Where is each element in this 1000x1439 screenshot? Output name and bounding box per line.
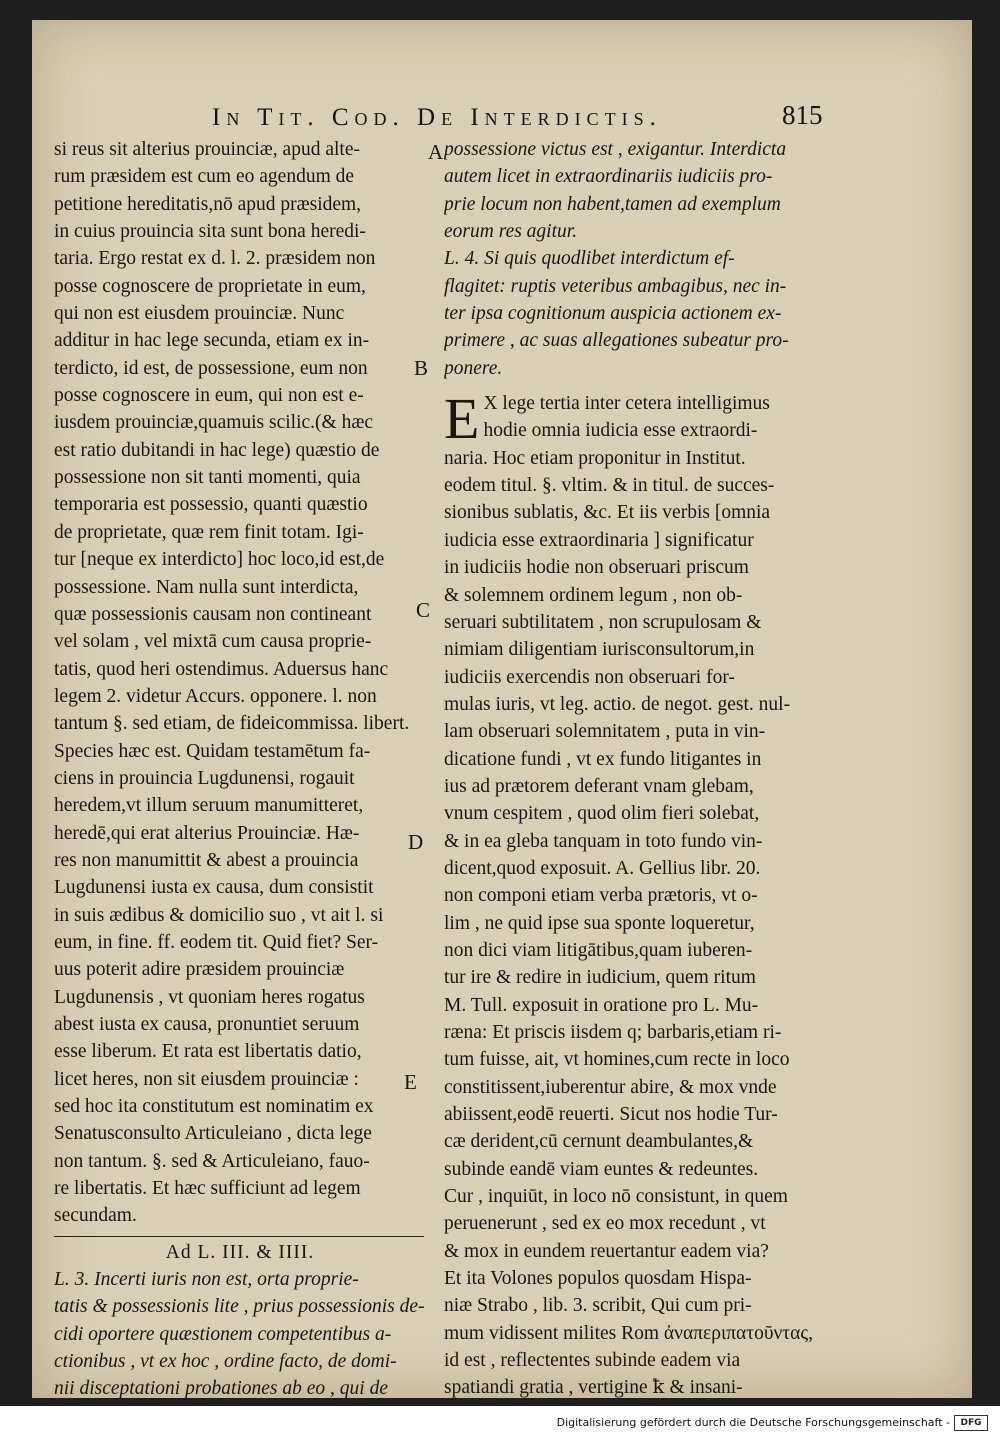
text-line: terdicto, id est, de possessione, eum non: [54, 357, 368, 379]
text-line: secundam.: [54, 1205, 137, 1227]
text-line: additur in hac lege secunda, etiam ex in-: [54, 330, 370, 352]
text-line: vel solam , vel mixtā cum causa proprie-: [54, 631, 372, 653]
text-line: Lugdunensis , vt quoniam heres rogatus: [54, 986, 365, 1008]
book-page: [32, 20, 972, 1398]
text-line: dicent,quod exposuit. A. Gellius libr. 20.: [444, 857, 761, 879]
text-line: eum, in fine. ff. eodem tit. Quid fiet? Ser-: [54, 931, 379, 953]
text-line: re libertatis. Et hæc sufficiunt ad legem: [54, 1178, 361, 1200]
section-rule: [54, 1236, 424, 1237]
text-line: prie locum non habent,tamen ad exemplum: [444, 193, 781, 215]
text-line: mulas iuris, vt leg. actio. de negot. gest. nul-: [444, 693, 791, 715]
text-line: flagitet: ruptis veteribus ambagibus, nec in-: [444, 275, 787, 297]
text-line: in suis ædibus & domicilio suo , vt ait l. si: [54, 904, 384, 926]
text-line: non componi etiam verba prætoris, vt o-: [444, 885, 758, 907]
text-line: tum fuisse, ait, vt homines,cum recte in loco: [444, 1049, 790, 1071]
body-paragraph: [444, 386, 844, 1398]
text-line: mum vidissent milites Rom ἀναπεριπατοῦντας,: [444, 1322, 813, 1344]
text-line: eodem titul. §. vltim. & in titul. de succes-: [444, 475, 775, 497]
text-line: abiissent,eodē reuerti. Sicut nos hodie Tur-: [444, 1104, 778, 1126]
text-line: ius ad prætorem deferant vnam glebam,: [444, 775, 754, 797]
text-line: nii disceptationi probationes ab eo , qui de: [54, 1378, 388, 1398]
text-line: tur ire & redire in iudicium, quem ritum: [444, 967, 756, 989]
text-line: in iudiciis hodie non obseruari priscum: [444, 557, 749, 579]
text-line: si reus sit alterius prouinciæ, apud alte-: [54, 139, 360, 160]
dfg-logo: DFG: [954, 1415, 988, 1431]
text-line: eorum res agitur.: [444, 221, 578, 243]
text-line: autem licet in extraordinariis iudiciis pro-: [444, 166, 773, 188]
text-line: ciens in prouincia Lugdunensi, rogauit: [54, 767, 355, 789]
text-line: & solemnem ordinem legum , non ob-: [444, 584, 743, 606]
footer-credit: Digitalisierung gefördert durch die Deutsche Forschungsgemeinschaft -: [556, 1416, 950, 1429]
text-line: Cur , inquiūt, in loco nō consistunt, in quem: [444, 1186, 788, 1208]
text-line: temporaria est possessio, quanti quæstio: [54, 494, 368, 516]
text-line: vnum cespitem , quod olim fieri solebat,: [444, 803, 760, 825]
text-line: licet heres, non sit eiusdem prouinciæ :: [54, 1068, 359, 1090]
text-line: uus poterit adire præsidem prouinciæ: [54, 959, 345, 981]
text-line: niæ Strabo , lib. 3. scribit, Qui cum pri-: [444, 1295, 752, 1317]
text-line: tatis, quod heri ostendimus. Aduersus hanc: [54, 658, 389, 680]
right-column: [444, 136, 844, 1398]
text-line: primere , ac suas allegationes subeatur pro-: [444, 330, 789, 352]
footer-bar: [0, 1406, 1000, 1439]
running-title: In Tit. Cod. De Interdictis.: [212, 104, 662, 131]
margin-letter-e: E: [404, 1070, 417, 1094]
text-line: ter ipsa cognitionum auspicia actionem ex-: [444, 303, 782, 325]
text-line: res non manumittit & abest a prouincia: [54, 849, 359, 871]
text-line: lim , ne quid ipse sua sponte loqueretur,: [444, 912, 755, 934]
text-line: spatiandi gratia , vertigine ꝁ & insani-: [444, 1377, 743, 1398]
text-line: possessione. Nam nulla sunt interdicta,: [54, 576, 359, 598]
margin-letter-a: A: [428, 140, 444, 164]
text-line: ræna: Et priscis iisdem q; barbaris,etiam ri-: [444, 1022, 782, 1043]
text-line: L. 4. Si quis quodlibet interdictum ef-: [444, 248, 735, 270]
margin-letter-d: D: [408, 830, 424, 854]
text-line: nimiam diligentiam iurisconsultorum,in: [444, 639, 755, 661]
text-line: peruenerunt , sed ex eo mox recedunt , vt: [444, 1213, 766, 1235]
text-line: cidi oportere quæstionem competentibus a-: [54, 1323, 392, 1345]
margin-letter-c: C: [416, 598, 431, 622]
text-line: iudicia esse extraordinaria ] significatur: [444, 529, 754, 551]
text-line: legem 2. videtur Accurs. opponere. l. non: [54, 685, 377, 707]
text-line: non dici viam litigātibus,quam iuberen-: [444, 939, 753, 961]
text-line: naria. Hoc etiam proponitur in Institut.: [444, 447, 746, 469]
text-line: heredē,qui erat alterius Prouinciæ. Hæ-: [54, 822, 360, 844]
text-line: iudiciis exercendis non obseruari for-: [444, 666, 735, 688]
left-column: [54, 136, 429, 1398]
drop-cap: E: [444, 386, 480, 452]
text-line: iusdem prouinciæ,quamuis scilic.(& hæc: [54, 412, 373, 434]
text-line: Species hæc est. Quidam testamētum fa-: [54, 740, 371, 762]
text-line: heredem,vt illum seruum manumitteret,: [54, 795, 364, 817]
text-line: hodie omnia iudicia esse extraordi-: [483, 420, 758, 442]
text-line: id est , reflectentes subinde eadem via: [444, 1350, 741, 1372]
text-line: de proprietate, quæ rem finit totam. Igi-: [54, 521, 364, 543]
page-number: 815: [782, 100, 823, 130]
text-line: possessione victus est , exigantur. Interdicta: [444, 139, 787, 160]
text-line: abest iusta ex causa, pronuntiet seruum: [54, 1014, 360, 1035]
text-line: ponere.: [444, 357, 503, 379]
text-line: in cuius prouincia sita sunt bona heredi-: [54, 221, 366, 243]
text-line: lam obseruari solemnitatem , puta in vin-: [444, 721, 766, 743]
text-line: ctionibus , vt ex hoc , ordine facto, de domi-: [54, 1351, 397, 1373]
text-line: possessione non sit tanti momenti, quia: [54, 467, 361, 489]
text-line: quæ possessionis causam non contineant: [54, 603, 372, 625]
text-line: constitissent,iuberentur abire, & mox vnde: [444, 1076, 777, 1098]
text-line: Et ita Volones populos quosdam Hispa-: [444, 1268, 752, 1290]
text-line: Senatusconsulto Articuleiano , dicta lege: [54, 1123, 372, 1145]
text-line: sionibus sublatis, &c. Et iis verbis [omnia: [444, 502, 771, 524]
text-line: L. 3. Incerti iuris non est, orta proprie-: [54, 1269, 359, 1291]
text-line: non tantum. §. sed & Articuleiano, fauo-: [54, 1150, 370, 1172]
text-line: esse liberum. Et rata est libertatis datio,: [54, 1041, 362, 1063]
text-line: tatis & possessionis lite , prius possessionis de-: [54, 1296, 425, 1318]
text-line: qui non est eiusdem prouinciæ. Nunc: [54, 303, 345, 325]
text-line: petitione hereditatis,nō apud præsidem,: [54, 193, 362, 215]
text-line: cæ derident,cū cernunt deambulantes,&: [444, 1131, 754, 1153]
text-line: tantum §. sed etiam, de fideicommissa. libert.: [54, 713, 410, 735]
text-line: X lege tertia inter cetera intelligimus: [483, 393, 770, 415]
text-line: & in ea gleba tanquam in toto fundo vin-: [444, 830, 763, 852]
text-line: & mox in eundem reuertantur eadem via?: [444, 1240, 769, 1262]
text-line: dicatione fundi , vt ex fundo litigantes in: [444, 748, 762, 770]
section-heading: Ad L. III. & IIII.: [165, 1241, 315, 1263]
text-line: posse cognoscere de proprietate in eum,: [54, 275, 366, 297]
text-line: est ratio dubitandi in hac lege) quæstio de: [54, 439, 380, 461]
text-line: seruari subtilitatem , non scrupulosam &: [444, 611, 762, 633]
text-line: posse cognoscere in eum, qui non est e-: [54, 385, 364, 407]
text-line: Lugdunensi iusta ex causa, dum consistit: [54, 877, 374, 899]
text-line: taria. Ergo restat ex d. l. 2. præsidem non: [54, 248, 376, 270]
text-line: subinde eandē viam euntes & redeuntes.: [444, 1158, 759, 1180]
text-line: rum præsidem est cum eo agendum de: [54, 166, 355, 188]
text-line: sed hoc ita constitutum est nominatim ex: [54, 1096, 374, 1118]
text-line: M. Tull. exposuit in oratione pro L. Mu-: [444, 994, 759, 1016]
margin-letter-b: B: [414, 356, 429, 380]
text-line: tur [neque ex interdicto] hoc loco,id est,de: [54, 549, 385, 571]
